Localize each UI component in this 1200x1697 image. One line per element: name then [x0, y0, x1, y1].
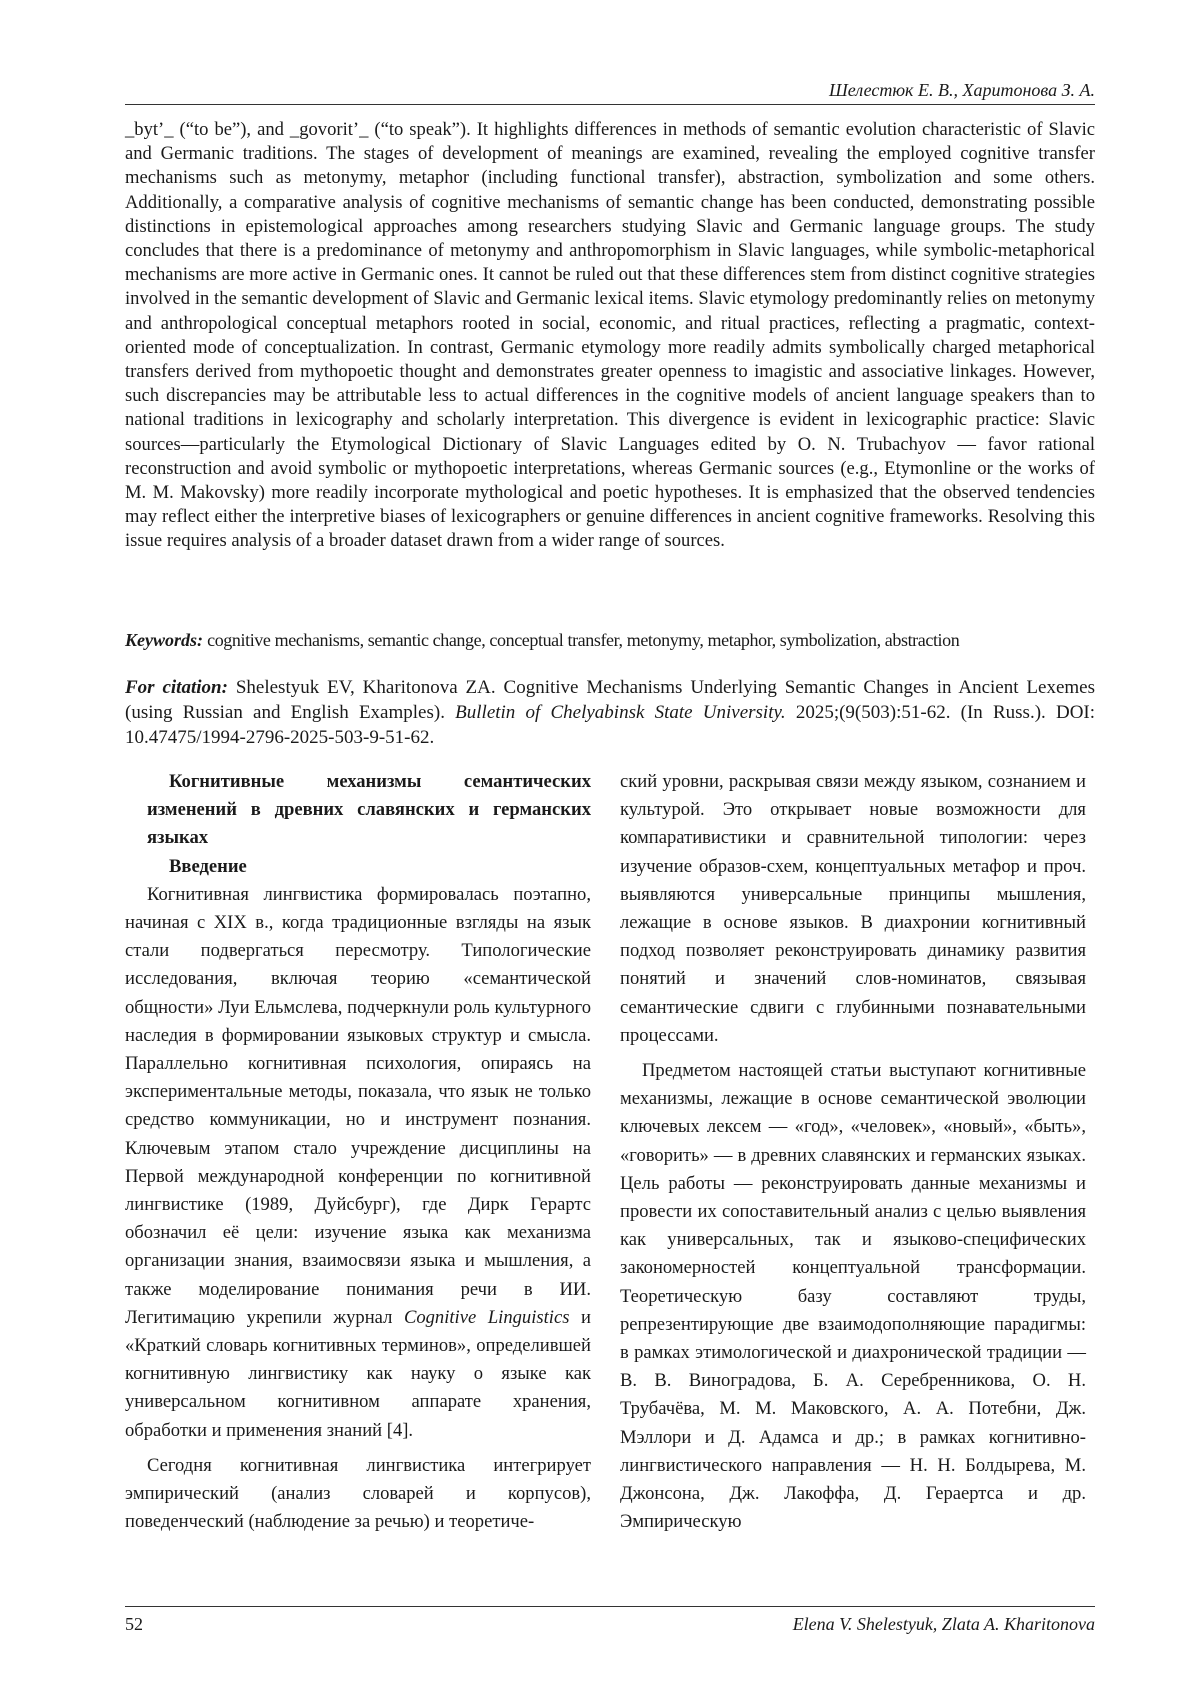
paragraph-text: и «Краткий словарь когнитивных терминов», определившей когнитивную лингвистику как науку о языке как универсальном когнитивном аппарате хранения, обработки и применения знаний [4].: [125, 1306, 591, 1441]
paragraph-text: Когнитивная лингвистика формировалась поэтапно, начиная с XIX в., когда традиционные взгляды на язык стали подвергаться пересмотру. Типологические исследования, включая теорию «семантической общности» Луи Ельмслева, подчеркнули роль культурного наследия в формировании языковых структур и смысла. Параллельно когнитивная психология, опираясь на экспериментальные методы, показала, что язык не только средство коммуникации, но и инструмент познания. Ключевым этапом стало учреждение дисциплины на Первой международной конференции по когнитивной лингвистике (1989, Дуйсбург), где Дирк Герартс обозначил её цели: изучение языка как механизма организации знания, взаимосвязи языка и мышления, а также моделирование понимания речи в ИИ. Легитимацию укрепили журнал: [125, 883, 591, 1328]
page-number: 52: [125, 1614, 143, 1634]
citation: [125, 675, 1095, 750]
keywords-label: Keywords:: [125, 630, 203, 650]
footer-rule: [125, 1606, 1095, 1607]
paragraph: [125, 881, 591, 1445]
footer-authors: Elena V. Shelestyuk, Zlata A. Kharitonova: [792, 1614, 1095, 1634]
article-title: Когнитивные механизмы семантических изменений в древних славянских и германских языках: [147, 771, 591, 849]
citation-text: Shelestyuk EV, Kharitonova ZA. Cognitive Mechanisms Underlying Semantic Changes in Ancient Lexemes (using Russian and English Examples).: [125, 677, 1096, 723]
abstract-text: _byt’_ (“to be”), and _govorit’_ (“to speak”). It highlights differences in methods of semantic evolution characteristic of Slavic and Germanic traditions. The stages of development of meanings are examined, revealing the employed cognitive transfer mechanisms such as metonymy, metaphor (including functional transfer), abstraction, symbolization and some others. Additionally, a comparative analysis of cognitive mechanisms of semantic change has been conducted, demonstrating possible distinctions in epistemological approaches among researchers studying Slavic and Germanic language groups. The study concludes that there is a predominance of metonymy and anthropomorphism in Slavic languages, while symbolic-metaphorical mechanisms are more active in Germanic ones. It cannot be ruled out that these differences stem from distinct cognitive strategies involved in the semantic development of Slavic and Germanic lexical items. Slavic etymology predominantly relies on metonymy and anthropological conceptual metaphors rooted in social, economic, and ritual practices, reflecting a pragmatic, context-oriented mode of conceptualization. In contrast, Germanic etymology more readily admits symbolically charged metaphorical transfers derived from mythopoetic thought and demonstrates greater openness to imagistic and associative linkages. However, such discrepancies may be attributable less to actual differences in the cognitive models of ancient language speakers than to national traditions in lexicography and scholarly interpretation. This divergence is evident in lexicographic practice: Slavic sources—particularly the Etymological Dictionary of Slavic Languages edited by O. N. Trubachyov — favor rational reconstruction and avoid symbolic or mythopoetic interpretations, whereas Germanic sources (e.g., Etymonline or the works of M. M. Makovsky) more readily incorporate mythological and poetic hypotheses. It is emphasized that the observed tendencies may reflect either the interpretive biases of lexicographers or genuine differences in ancient cognitive frameworks. Resolving this issue requires analysis of a broader dataset drawn from a wider range of sources.: [125, 119, 1095, 552]
left-column: [125, 768, 591, 1536]
paragraph: Сегодня когнитивная лингвистика интегрирует эмпирический (анализ словарей и корпусов), поведенческий (наблюдение за речью) и теоретиче-: [125, 1454, 591, 1533]
keywords: [125, 628, 1095, 652]
right-column: [620, 768, 1086, 1536]
paragraph: ский уровни, раскрывая связи между языком, сознанием и культурой. Это открывает новые возможности для компаративистики и сравнительной типологии: через изучение образов-схем, концептуальных метафор и проч. выявляются универсальные принципы мышления, лежащие в основе языков. В диахронии когнитивный подход позволяет реконструировать динамику развития понятий и значений слов-номинатов, связывая семантические сдвиги с глубинными познавательными процессами.: [620, 771, 1086, 1046]
section-heading-introduction: Введение: [169, 855, 247, 877]
citation-journal: Bulletin of Chelyabinsk State University.: [455, 702, 786, 723]
citation-details: 2025;(9(503):51-62. (In Russ.). DOI: 10.47475/1994-2796-2025-503-9-51-62.: [125, 702, 1096, 748]
journal-name: Cognitive Linguistics: [403, 1306, 570, 1328]
paragraph: Предметом настоящей статьи выступают когнитивные механизмы, лежащие в основе семантической эволюции ключевых лексем — «год», «человек», «новый», «быть», «говорить» — в древних славянских и германских языках. Цель работы — реконструировать данные механизмы и провести их сопоставительный анализ с целью выявления как универсальных, так и языково-специфических закономерностей концептуальной трансформации. Теоретическую базу составляют труды, репрезентирующие две взаимодополняющие парадигмы: в рамках этимологической и диахронической традиции — В. В. Виноградова, Б. А. Серебренникова, О. Н. Трубачёва, М. М. Маковского, А. А. Потебни, Дж. Мэллори и Д. Адамса и др.; в рамках когнитивно-лингвистического направления — Н. Н. Болдырева, М. Джонсона, Дж. Лакоффа, Д. Гераертса и др. Эмпирическую: [620, 1060, 1086, 1533]
header-rule: [125, 104, 1095, 105]
running-head: Шелестюк Е. В., Харитонова З. А.: [829, 80, 1095, 100]
citation-label: For citation:: [125, 677, 228, 698]
keywords-text: cognitive mechanisms, semantic change, conceptual transfer, metonymy, metaphor, symbolization, abstraction: [207, 630, 960, 650]
